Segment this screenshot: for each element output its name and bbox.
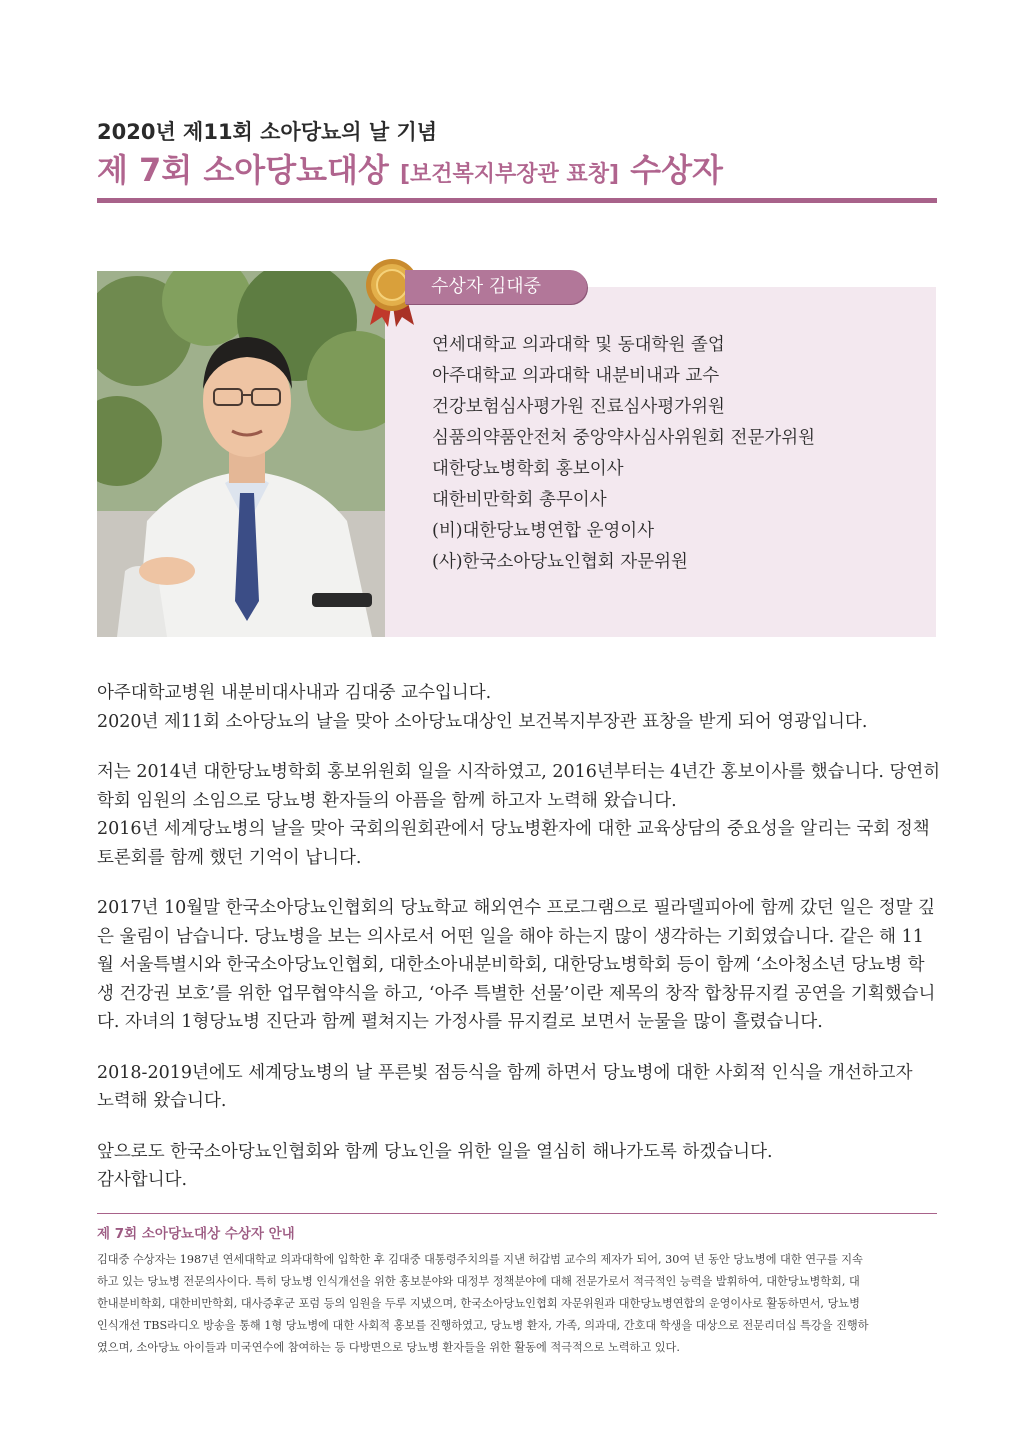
info-line: 인식개선 TBS라디오 방송을 통해 1형 당뇨병에 대한 사회적 홍보를 진행하였고, 당뇨병 환자, 가족, 의과대, 간호대 학생을 대상으로 전문리더십 특강을 진행하	[97, 1319, 869, 1332]
speech-line: 앞으로도 한국소아당뇨인협회와 함께 당뇨인을 위한 일을 열심히 해나가도록 하겠습니다.	[97, 1141, 773, 1162]
awardee-name-tab: 수상자 김대중	[405, 270, 587, 304]
info-divider	[97, 1213, 937, 1214]
title-suffix: 수상자	[619, 151, 723, 189]
career-item: 심품의약품안전처 중앙약사심사위원회 전문가위원	[432, 428, 816, 448]
speech-line: 다. 자녀의 1형당뇨병 진단과 함께 펼쳐지는 가정사를 뮤지컬로 보면서 눈물을 많이 흘렸습니다.	[97, 1012, 823, 1032]
career-item: 연세대학교 의과대학 및 동대학원 졸업	[432, 335, 725, 355]
speech-line: 2017년 10월말 한국소아당뇨인협회의 당뇨학교 해외연수 프로그램으로 필라델피아에 함께 갔던 일은 정말 깊	[97, 898, 936, 918]
career-item: 건강보험심사평가원 진료심사평가위원	[432, 397, 725, 417]
info-description	[97, 1249, 937, 1359]
speech-line: 은 울림이 남습니다. 당뇨병을 보는 의사로서 어떤 일을 해야 하는지 많이 생각하는 기회였습니다. 같은 해 11	[97, 926, 924, 947]
career-item: 아주대학교 의과대학 내분비내과 교수	[432, 366, 720, 386]
speech-line: 저는 2014년 대한당뇨병학회 홍보위원회 일을 시작하였고, 2016년부터는 4년간 홍보이사를 했습니다. 당연히	[97, 762, 941, 782]
speech-line: 2020년 제11회 소아당뇨의 날을 맞아 소아당뇨대상인 보건복지부장관 표창을 받게 되어 영광입니다.	[97, 711, 868, 732]
speech-line: 생 건강권 보호’를 위한 업무협약식을 하고, ‘아주 특별한 선물’이란 제목의 창작 합창뮤지컬 공연을 기획했습니	[97, 983, 936, 1004]
career-item: (사)한국소아당뇨인협회 자문위원	[432, 552, 688, 572]
info-line: 김대중 수상자는 1987년 연세대학교 의과대학에 입학한 후 김대중 대통령주치의를 지낸 허갑범 교수의 제자가 되어, 30여 년 동안 당뇨병에 대한 연구를 지속	[97, 1253, 863, 1266]
title-bracket: [보건복지부장관 표창]	[399, 162, 620, 187]
speech-line: 아주대학교병원 내분비대사내과 김대중 교수입니다.	[97, 683, 492, 703]
career-item: 대한비만학회 총무이사	[432, 490, 607, 510]
speech-paragraph	[97, 679, 937, 736]
speech-paragraph	[97, 758, 941, 872]
page-subtitle: 2020년 제11회 소아당뇨의 날 기념	[97, 120, 438, 144]
page-title	[97, 148, 937, 197]
info-line: 하고 있는 당뇨병 전문의사이다. 특히 당뇨병 인식개선을 위한 홍보분야와 대정부 정책분야에 대해 전문가로서 적극적인 능력을 발휘하여, 대한당뇨병학회, 대	[97, 1275, 860, 1288]
career-list	[432, 330, 815, 578]
speech-line: 노력해 왔습니다.	[97, 1091, 227, 1111]
speech-paragraph	[97, 894, 937, 1037]
title-underline	[97, 198, 937, 203]
speech-paragraph	[97, 1138, 937, 1195]
speech-line: 2016년 세계당뇨병의 날을 맞아 국회의원회관에서 당뇨병환자에 대한 교육상담의 중요성을 알리는 국회 정책	[97, 819, 930, 839]
awardee-photo	[97, 271, 385, 637]
speech-paragraph	[97, 1059, 937, 1116]
career-item: 대한당뇨병학회 홍보이사	[432, 459, 624, 479]
speech-line: 2018-2019년에도 세계당뇨병의 날 푸른빛 점등식을 함께 하면서 당뇨병에 대한 사회적 인식을 개선하고자	[97, 1062, 913, 1083]
info-line: 였으며, 소아당뇨 아이들과 미국연수에 참여하는 등 다방면으로 당뇨병 환자들을 위한 활동에 적극적으로 노력하고 있다.	[97, 1341, 680, 1354]
speech-line: 토론회를 함께 했던 기억이 납니다.	[97, 847, 362, 868]
info-line: 한내분비학회, 대한비만학회, 대사증후군 포럼 등의 임원을 두루 지냈으며, 한국소아당뇨인협회 자문위원과 대한당뇨병연합의 운영이사로 활동하면서, 당뇨병	[97, 1297, 860, 1310]
page-header	[97, 118, 937, 197]
title-main: 제 7회 소아당뇨대상	[97, 151, 400, 189]
acceptance-speech	[97, 679, 941, 1217]
speech-line: 월 서울특별시와 한국소아당뇨인협회, 대한소아내분비학회, 대한당뇨병학회 등이 함께 ‘소아청소년 당뇨병 학	[97, 955, 925, 975]
speech-line: 감사합니다.	[97, 1170, 188, 1190]
career-item: (비)대한당뇨병연합 운영이사	[432, 521, 655, 541]
info-title: 제 7회 소아당뇨대상 수상자 안내	[97, 1226, 295, 1242]
speech-line: 학회 임원의 소임으로 당뇨병 환자들의 아픔을 함께 하고자 노력해 왔습니다.	[97, 790, 677, 811]
